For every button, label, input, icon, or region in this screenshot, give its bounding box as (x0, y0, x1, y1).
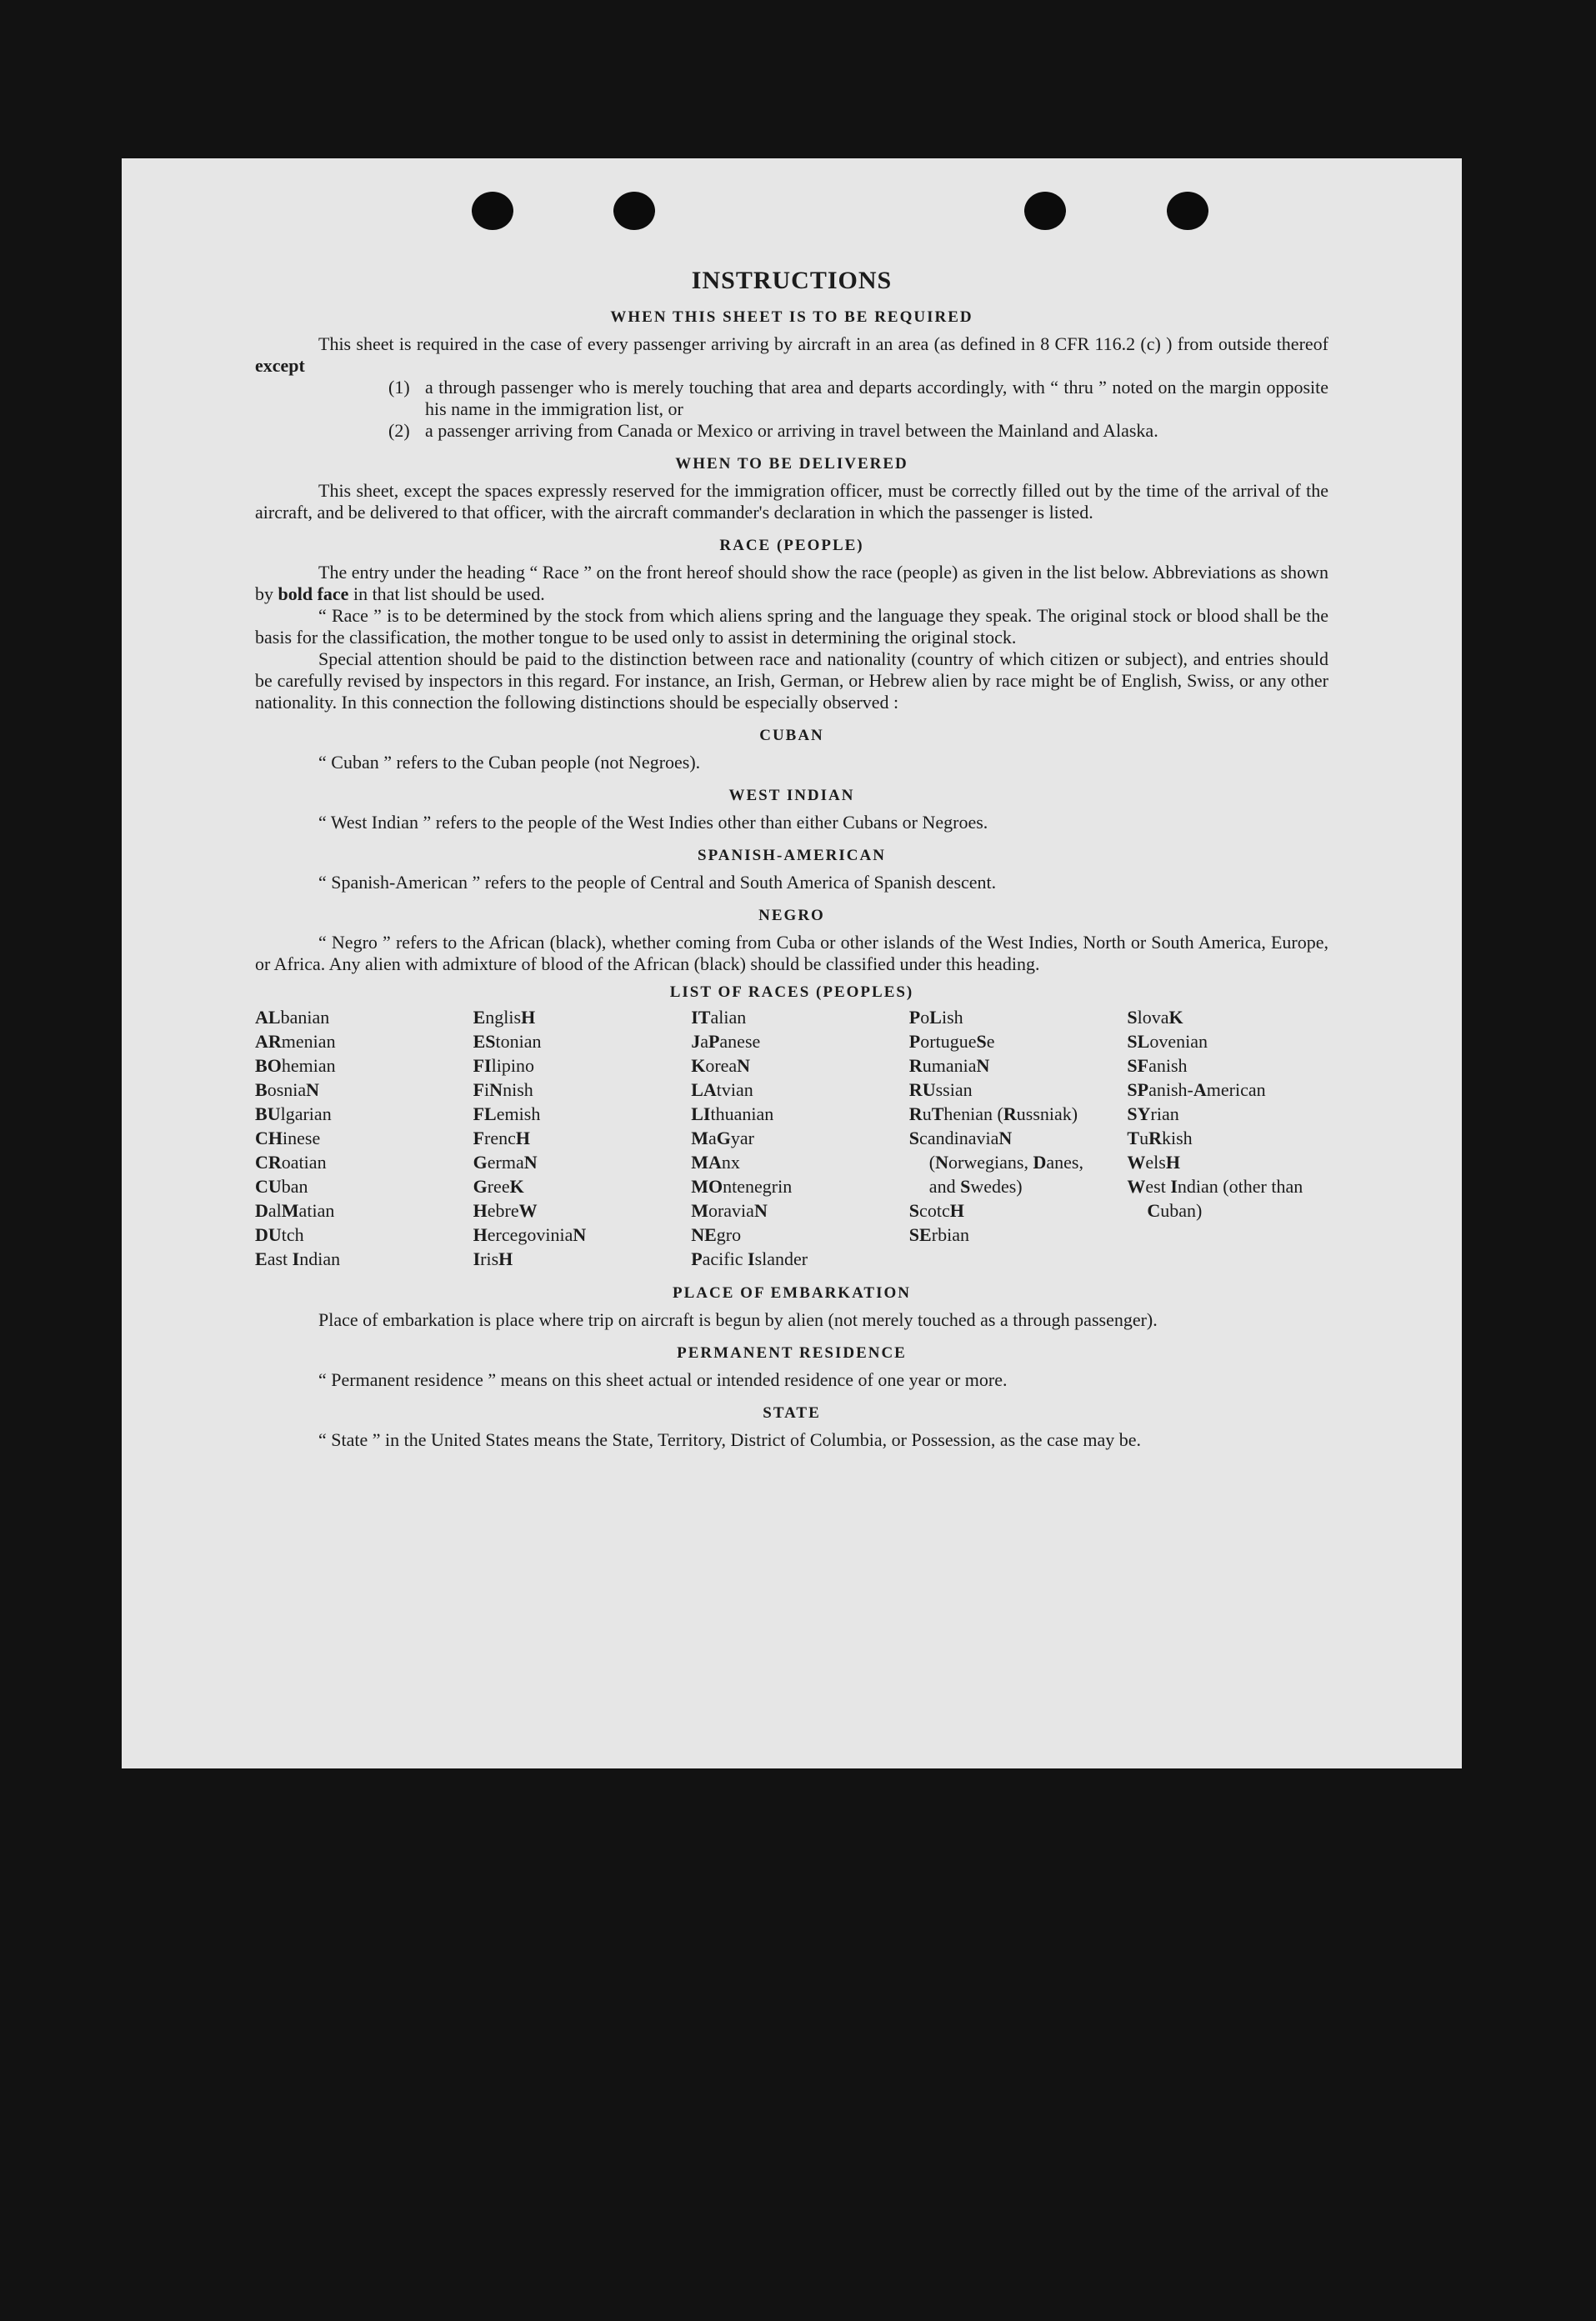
item-number: (1) (388, 377, 410, 398)
item-text: a passenger arriving from Canada or Mexico or arriving in travel between the Mainland and Alaska. (425, 420, 1158, 441)
punch-hole (1024, 192, 1066, 230)
west-indian-text: “ West Indian ” refers to the people of the West Indies other than either Cubans or Negroes. (318, 812, 988, 833)
punch-hole (472, 192, 513, 230)
race-entry: SErbian (908, 1224, 969, 1245)
race-entry: EnglisH (473, 1007, 536, 1028)
heading-delivered: WHEN TO BE DELIVERED (675, 455, 908, 473)
race-entry: SFanish (1127, 1055, 1188, 1076)
race-entry: CRoatian (255, 1152, 327, 1173)
race-entry: ALbanian (255, 1007, 330, 1028)
race-entry: IrisH (473, 1248, 513, 1269)
race-entry: RumaniaN (908, 1055, 990, 1076)
race-entry: FrencH (473, 1128, 531, 1148)
race-entry: RuThenian (Russniak) (908, 1103, 1078, 1124)
delivered-text: This sheet, except the spaces expressly reserved for the immigration officer, must be correctly filled out by the time of the arrival of the aircraft, and be delivered to that officer, with the aircraft commander's declaration in which the passenger is listed. (255, 480, 1328, 523)
state-text: “ State ” in the United States means the State, Territory, District of Columbia, or Possession, as the case may be. (318, 1429, 1142, 1450)
race-entry: GermaN (473, 1152, 538, 1173)
list-item (388, 377, 1328, 420)
heading-embarkation: PLACE OF EMBARKATION (673, 1284, 911, 1302)
spanish-american-text: “ Spanish-American ” refers to the people of Central and South America of Spanish descent. (318, 872, 997, 893)
page-title: INSTRUCTIONS (691, 267, 893, 294)
document-sheet (122, 158, 1462, 1768)
negro-text: “ Negro ” refers to the African (black), whether coming from Cuba or other islands of the West Indies, North or South America, Europe, or Africa. Any alien with admixture of blood of the African (black) should be classified under this heading. (255, 932, 1328, 974)
race-entry: SPanish-American (1127, 1079, 1266, 1100)
race-entry: ScotcH (908, 1200, 964, 1221)
race-paragraph-3: Special attention should be paid to the distinction between race and nationality (country of which citizen or subject), and entries should be carefully revised by inspectors in this regard. For instance, an Irish, German, or Hebrew alien by race might be of English, Swiss, or any other nationality. In this connection the following distinctions should be especially observed : (255, 648, 1328, 713)
race-entry: CUban (255, 1176, 308, 1197)
race-entry: MAnx (691, 1152, 740, 1173)
races-column (473, 1005, 675, 1271)
race-entry: ITalian (691, 1007, 747, 1028)
heading-cuban: CUBAN (759, 727, 824, 744)
races-column (1127, 1005, 1328, 1271)
race-entry: BosniaN (255, 1079, 320, 1100)
races-column (691, 1005, 893, 1271)
race-entry: PoLish (908, 1007, 963, 1028)
race-entry: DUtch (255, 1224, 304, 1245)
race-entry: TuRkish (1127, 1128, 1193, 1148)
races-column (909, 1005, 1111, 1271)
embarkation-text: Place of embarkation is place where trip on aircraft is begun by alien (not merely touched as a through passenger). (318, 1309, 1158, 1330)
required-intro: This sheet is required in the case of every passenger arriving by aircraft in an area (as defined in 8 CFR 116.2 (c) ) from outside thereof except (255, 333, 1328, 376)
heading-races-list: LIST OF RACES (PEOPLES) (669, 983, 914, 1001)
heading-negro: NEGRO (758, 907, 825, 924)
race-entry: DalMatian (255, 1200, 335, 1221)
race-entry: Pacific Islander (691, 1248, 808, 1269)
race-entry: GreeK (473, 1176, 524, 1197)
race-entry: EStonian (473, 1031, 542, 1052)
item-number: (2) (388, 420, 410, 441)
race-entry: MOntenegrin (691, 1176, 793, 1197)
heading-required: WHEN THIS SHEET IS TO BE REQUIRED (610, 308, 973, 326)
race-entry: LIthuanian (691, 1103, 774, 1124)
item-text: a through passenger who is merely touching that area and departs accordingly, with “ thru ” noted on the margin opposite his name in the immigration list, or (425, 377, 1328, 419)
heading-west-indian: WEST INDIAN (728, 787, 855, 804)
punch-hole (613, 192, 655, 230)
residence-text: “ Permanent residence ” means on this sheet actual or intended residence of one year or more. (318, 1369, 1008, 1390)
race-entry: WelsH (1127, 1152, 1180, 1173)
race-entry: West Indian (other than Cuban) (1127, 1176, 1303, 1221)
race-entry: FiNnish (473, 1079, 533, 1100)
race-entry: East Indian (255, 1248, 341, 1269)
race-entry: BUlgarian (255, 1103, 332, 1124)
races-column (255, 1005, 457, 1271)
list-item (388, 420, 1328, 442)
race-entry: LAtvian (691, 1079, 753, 1100)
race-entry: FLemish (473, 1103, 541, 1124)
race-entry: CHinese (255, 1128, 321, 1148)
race-entry: MaGyar (691, 1128, 754, 1148)
race-entry: FIlipino (473, 1055, 534, 1076)
race-entry: JaPanese (691, 1031, 761, 1052)
races-table (255, 1005, 1328, 1271)
race-entry: HercegoviniaN (473, 1224, 587, 1245)
race-paragraph-2: “ Race ” is to be determined by the stock from which aliens spring and the language they speak. The original stock or blood shall be the basis for the classification, the mother tongue to be used only to assist in determining the original stock. (255, 605, 1328, 648)
heading-race: RACE (PEOPLE) (719, 537, 864, 554)
race-entry: ARmenian (255, 1031, 336, 1052)
heading-spanish-american: SPANISH-AMERICAN (698, 847, 886, 864)
race-entry: SLovenian (1127, 1031, 1208, 1052)
heading-state: STATE (763, 1404, 821, 1422)
race-entry: HebreW (473, 1200, 538, 1221)
race-entry: MoraviaN (691, 1200, 768, 1221)
cuban-text: “ Cuban ” refers to the Cuban people (not Negroes). (318, 752, 701, 773)
race-entry: RUssian (908, 1079, 973, 1100)
race-entry: SYrian (1127, 1103, 1179, 1124)
race-entry: SlovaK (1127, 1007, 1183, 1028)
race-entry: KoreaN (691, 1055, 751, 1076)
race-paragraph-1: The entry under the heading “ Race ” on the front hereof should show the race (people) as given in the list below. Abbreviations as shown by bold face in that list should be used. (255, 562, 1328, 604)
race-entry: ScandinaviaN (Norwegians, Danes, and Swedes) (908, 1128, 1083, 1197)
heading-residence: PERMANENT RESIDENCE (677, 1344, 907, 1362)
race-entry: BOhemian (255, 1055, 336, 1076)
race-entry: NEgro (691, 1224, 742, 1245)
race-entry: PortugueSe (908, 1031, 995, 1052)
punch-hole (1167, 192, 1208, 230)
